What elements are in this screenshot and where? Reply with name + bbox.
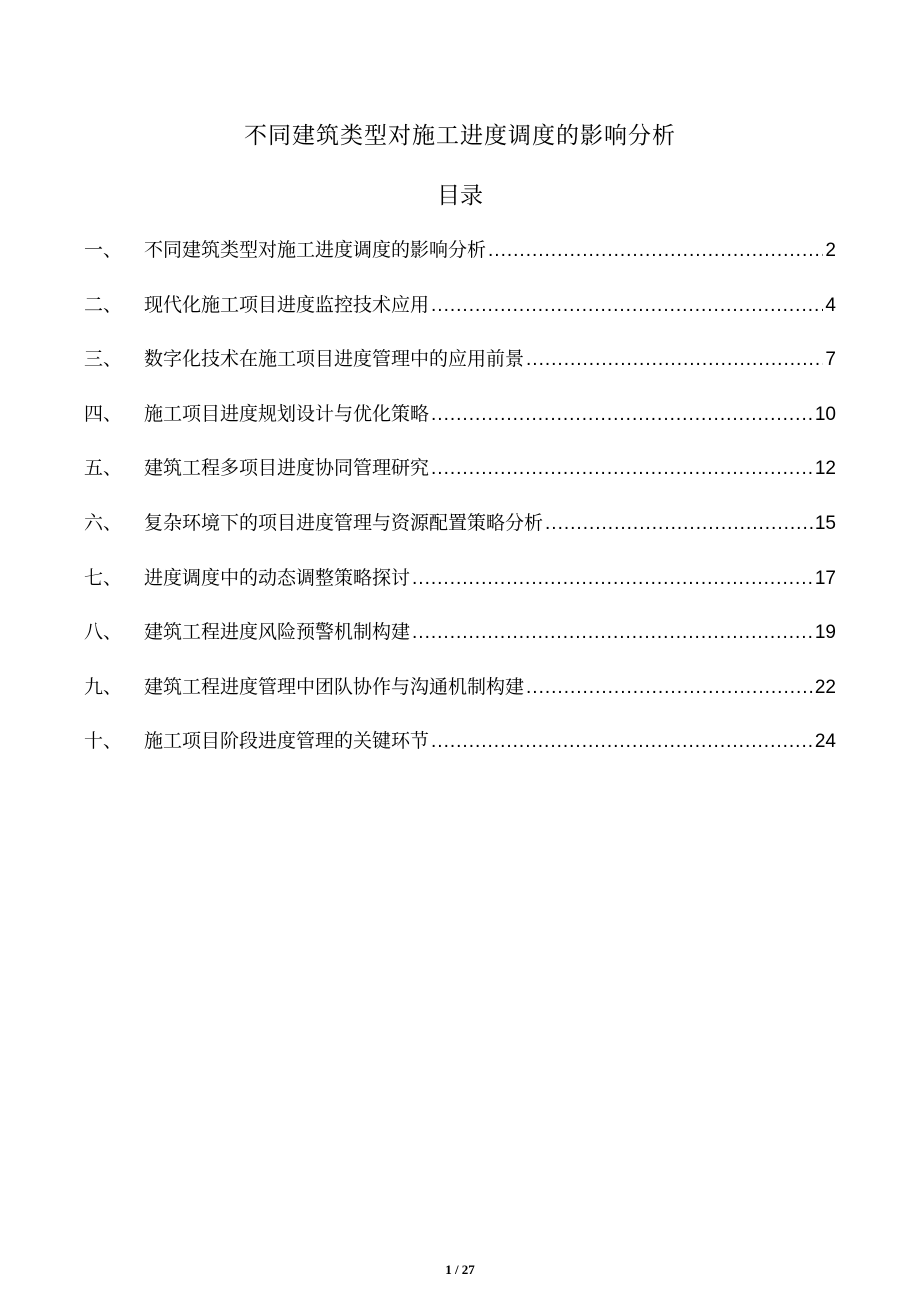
- toc-entry-page: 17: [814, 567, 836, 589]
- toc-entry-number: 一、: [84, 239, 123, 261]
- toc-entry-number: 十、: [84, 730, 123, 753]
- toc-dot-leader: [488, 233, 823, 269]
- toc-entry-title: 数字化技术在施工项目进度管理中的应用前景: [144, 348, 525, 371]
- toc-entry-page: 19: [814, 622, 836, 644]
- document-title: 不同建筑类型对施工进度调度的影响分析: [244, 123, 676, 149]
- toc-dot-leader: [431, 451, 813, 487]
- toc-entry-title: 复杂环境下的项目进度管理与资源配置策略分析: [144, 511, 544, 534]
- toc-entry-page: 15: [814, 512, 836, 534]
- toc-entry[interactable]: [84, 450, 836, 505]
- toc-entry[interactable]: [84, 396, 836, 451]
- toc-entry[interactable]: [84, 341, 836, 396]
- toc-entry-title: 施工项目进度规划设计与优化策略: [144, 402, 430, 425]
- toc-entry[interactable]: [84, 669, 836, 724]
- toc-heading: 目录: [437, 183, 483, 209]
- toc-dot-leader: [431, 288, 823, 324]
- toc-entry-number: 三、: [84, 348, 123, 371]
- toc-entry-title: 进度调度中的动态调整策略探讨: [144, 566, 411, 589]
- toc-entry[interactable]: [84, 287, 836, 342]
- toc-dot-leader: [545, 506, 813, 542]
- toc-entry-page: 10: [814, 403, 836, 425]
- toc-entry-title: 不同建筑类型对施工进度调度的影响分析: [144, 239, 487, 261]
- toc-dot-leader: [431, 397, 813, 433]
- toc-entry-title: 现代化施工项目进度监控技术应用: [144, 293, 430, 316]
- table-of-contents: [84, 232, 836, 778]
- toc-entry[interactable]: [84, 505, 836, 560]
- toc-entry-number: 六、: [84, 511, 123, 534]
- toc-dot-leader: [526, 670, 813, 706]
- toc-entry-page: 24: [814, 731, 836, 753]
- toc-entry-page: 4: [825, 294, 836, 316]
- toc-entry-number: 四、: [84, 402, 123, 425]
- toc-entry-number: 九、: [84, 675, 123, 698]
- toc-entry-number: 八、: [84, 621, 123, 644]
- toc-entry-page: 7: [825, 349, 836, 371]
- toc-dot-leader: [412, 561, 813, 597]
- toc-entry-title: 施工项目阶段进度管理的关键环节: [144, 730, 430, 753]
- toc-dot-leader: [526, 342, 823, 378]
- toc-entry-number: 二、: [84, 293, 123, 316]
- toc-dot-leader: [431, 724, 813, 760]
- toc-entry-title: 建筑工程进度风险预警机制构建: [144, 621, 411, 644]
- toc-entry-page: 12: [814, 458, 836, 480]
- toc-entry-title: 建筑工程多项目进度协同管理研究: [144, 457, 430, 480]
- toc-entry[interactable]: [84, 560, 836, 615]
- toc-entry-number: 七、: [84, 566, 123, 589]
- toc-entry[interactable]: [84, 614, 836, 669]
- toc-entry-title: 建筑工程进度管理中团队协作与沟通机制构建: [144, 675, 525, 698]
- toc-entry[interactable]: [84, 723, 836, 778]
- toc-entry-page: 2: [825, 240, 836, 261]
- toc-dot-leader: [412, 615, 813, 651]
- toc-entry-page: 22: [814, 676, 836, 698]
- page-number-footer: 1 / 27: [445, 1262, 475, 1277]
- toc-entry[interactable]: [84, 232, 836, 287]
- toc-entry-number: 五、: [84, 457, 123, 480]
